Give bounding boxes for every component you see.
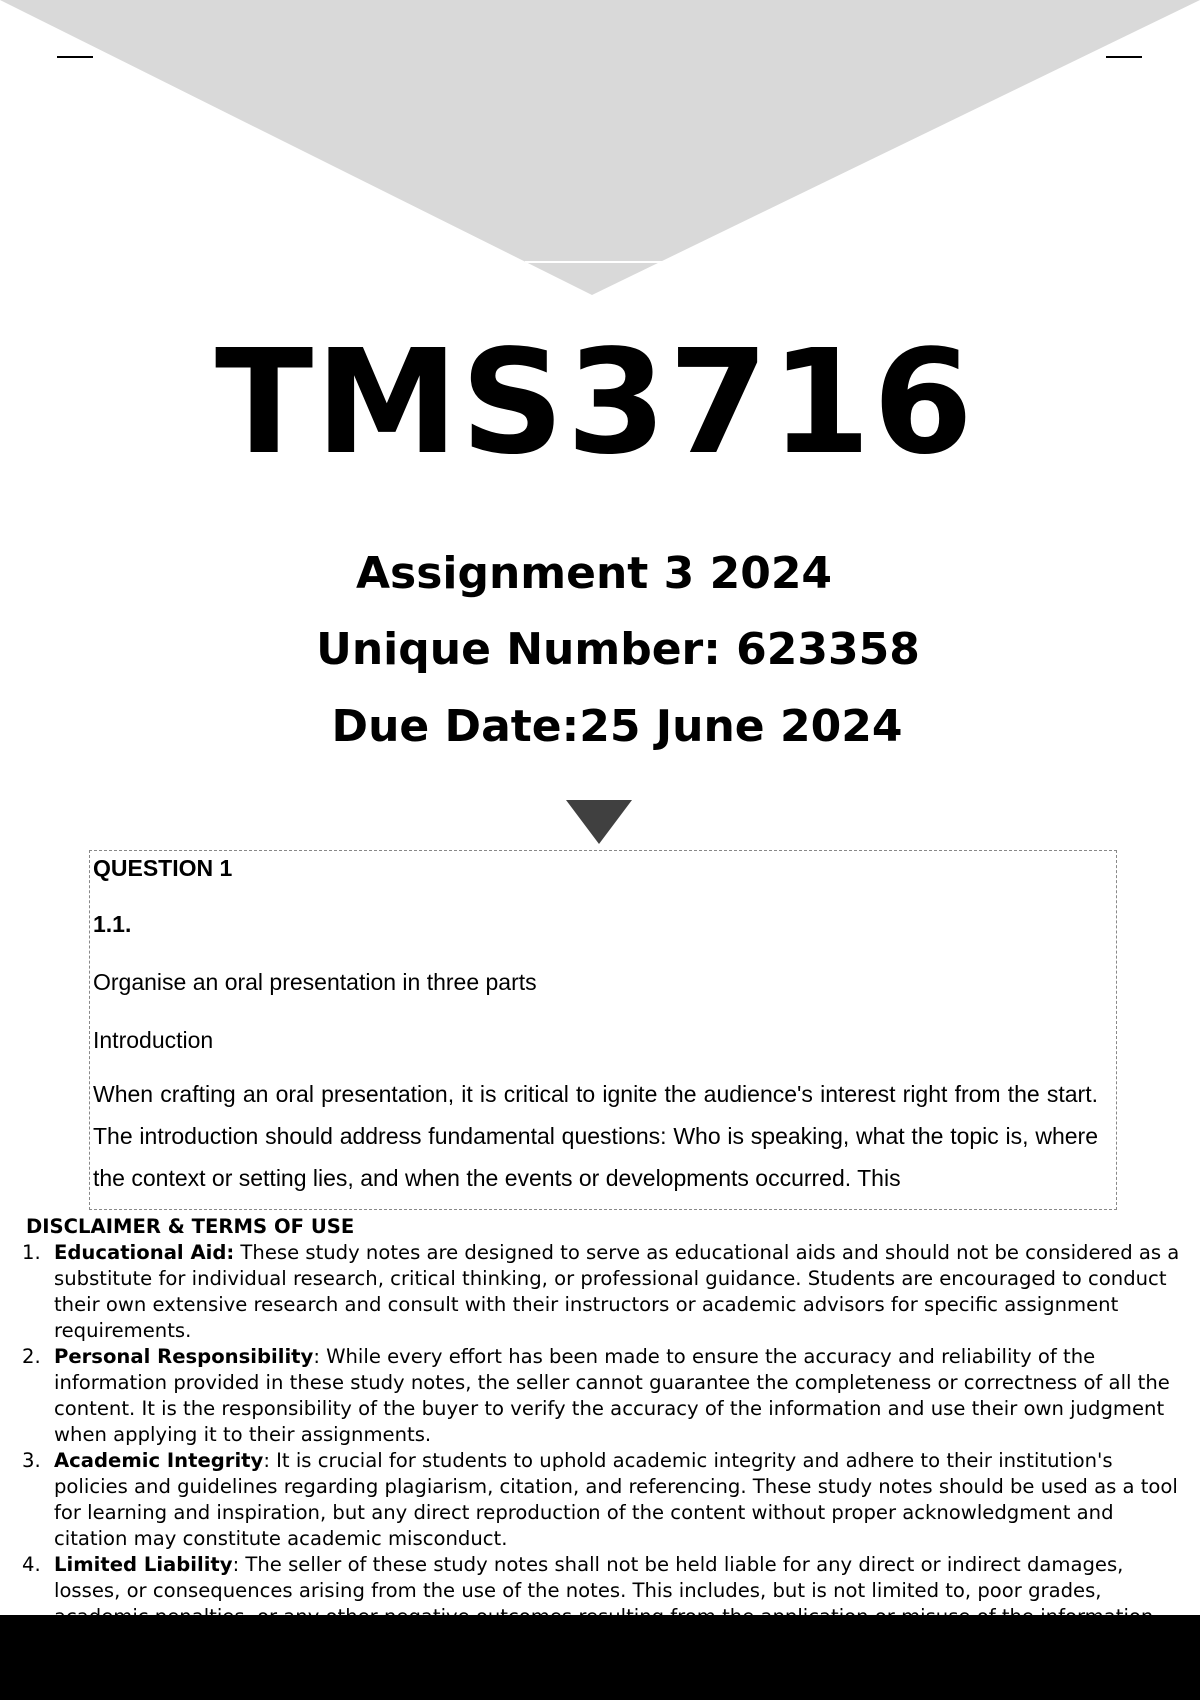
due-date: Due Date:25 June 2024 (331, 701, 903, 752)
term-title: Personal Responsibility (54, 1345, 314, 1368)
list-item-number: 1. (22, 1241, 41, 1264)
terms-list (22, 1240, 1190, 1630)
term-text: : It is crucial for students to uphold academic integrity and adhere to their institution's policies and guidelines regarding plagiarism, citation, and referencing. These study notes should be used as a tool for learning and inspiration, but any direct reproduction of the content without proper acknowledgment and citation may constitute academic misconduct. (54, 1449, 1178, 1550)
list-item-number: 2. (22, 1345, 41, 1368)
disclaimer-section (22, 1214, 1190, 1630)
section-heading: Introduction (93, 1027, 214, 1053)
bottom-black-bar (0, 1615, 1200, 1700)
term-text: : The seller of these study notes shall not be held liable for any direct or indirect damages, losses, or consequences arising from the use of the notes. This includes, but is not limited to, poor grades, (54, 1553, 1124, 1602)
course-code: TMS3716 (214, 318, 975, 486)
term-title: Educational Aid: (54, 1241, 235, 1264)
question-prompt: Organise an oral presentation in three parts (93, 969, 537, 995)
term-text: : While every effort has been made to ensure the accuracy and reliability of the information provided in these study notes, the seller cannot guarantee the completeness or correctness of all the content. It is the responsibility of the buyer to verify the accuracy of the information and use their own judgment when applying it to their assignments. (54, 1345, 1170, 1446)
question-body-text: When crafting an oral presentation, it is critical to ignite the audience's interest right from the start. The introduction should address fundamental questions: Who is speaking, what the topic is, where the context or setting lies, and when the events or developments occurred. This (93, 1081, 1098, 1191)
list-item-number: 3. (22, 1449, 41, 1472)
question-number: 1.1. (93, 911, 132, 937)
assignment-title: Assignment 3 2024 (355, 548, 833, 599)
unique-number: Unique Number: 623358 (316, 624, 920, 675)
down-arrow-icon (566, 800, 632, 844)
term-title: Academic Integrity (54, 1449, 264, 1472)
corner-rule-left (57, 56, 93, 58)
question-preview-box (89, 850, 1117, 1210)
chevron-banner (0, 0, 1200, 300)
disclaimer-title: DISCLAIMER & TERMS OF USE (26, 1215, 355, 1238)
question-heading: QUESTION 1 (93, 855, 233, 881)
corner-rule-right (1106, 56, 1142, 58)
term-text: These study notes are designed to serve as educational aids and should not be considered as a substitute for individual research, critical thinking, or professional guidance. Students are encouraged to conduct their own extensive research and consult with their instructors or academic advisors for specific assignment requirements. (54, 1241, 1180, 1342)
list-item (22, 1344, 1190, 1448)
term-title: Limited Liability (54, 1553, 233, 1576)
list-item (22, 1240, 1190, 1344)
list-item (22, 1448, 1190, 1552)
list-item-number: 4. (22, 1553, 41, 1576)
